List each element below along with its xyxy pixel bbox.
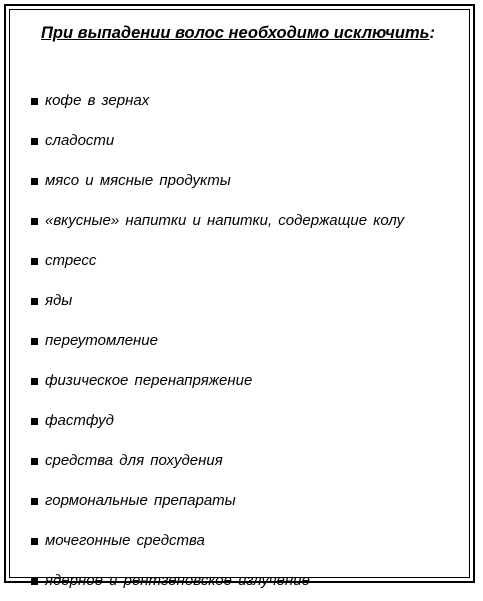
list-item-text: яды — [45, 292, 73, 309]
bullet-icon — [31, 538, 38, 545]
bullet-icon — [31, 378, 38, 385]
bullet-icon — [31, 498, 38, 505]
list-item — [31, 81, 471, 121]
list-item — [31, 161, 471, 201]
list-item-text: переутомление — [45, 332, 158, 349]
bullet-icon — [31, 338, 38, 345]
bullet-icon — [31, 578, 38, 585]
bullet-icon — [31, 218, 38, 225]
bullet-icon — [31, 458, 38, 465]
bullet-icon — [31, 178, 38, 185]
bullet-icon — [31, 138, 38, 145]
list-item-text: мочегонные средства — [45, 532, 205, 549]
list-item-text: ядерное и рентгеновское излучение — [45, 572, 310, 589]
list-item-text: стресс — [45, 252, 97, 269]
list-item — [31, 401, 471, 441]
heading-colon: : — [429, 24, 435, 42]
list-item — [31, 121, 471, 161]
list-item-text: «вкусные» напитки и напитки, содержащие колу — [45, 212, 405, 229]
heading-text: При выпадении волос необходимо исключить — [41, 24, 430, 42]
list-item-text: кофе в зернах — [45, 92, 150, 109]
list-item — [31, 281, 471, 321]
list-item-text: средства для похудения — [45, 452, 223, 469]
document-frame — [4, 4, 475, 589]
list-item-text: гормональные препараты — [45, 492, 236, 509]
list-item-text: мясо и мясные продукты — [45, 172, 231, 189]
document-inner-frame — [9, 9, 470, 589]
list-item — [31, 441, 471, 481]
list-item — [31, 561, 471, 601]
list-item — [31, 481, 471, 521]
bullet-icon — [31, 98, 38, 105]
bullet-icon — [31, 258, 38, 265]
list-item-text: физическое перенапряжение — [45, 372, 253, 389]
list-item-text: сладости — [45, 132, 115, 149]
bullet-icon — [31, 418, 38, 425]
list-item — [31, 361, 471, 401]
list-item — [31, 521, 471, 561]
list-item — [31, 201, 471, 241]
bullet-icon — [31, 298, 38, 305]
list-item — [31, 241, 471, 281]
document-heading — [41, 22, 435, 44]
exclusion-list — [31, 81, 471, 601]
list-item — [31, 321, 471, 361]
list-item-text: фастфуд — [45, 412, 114, 429]
